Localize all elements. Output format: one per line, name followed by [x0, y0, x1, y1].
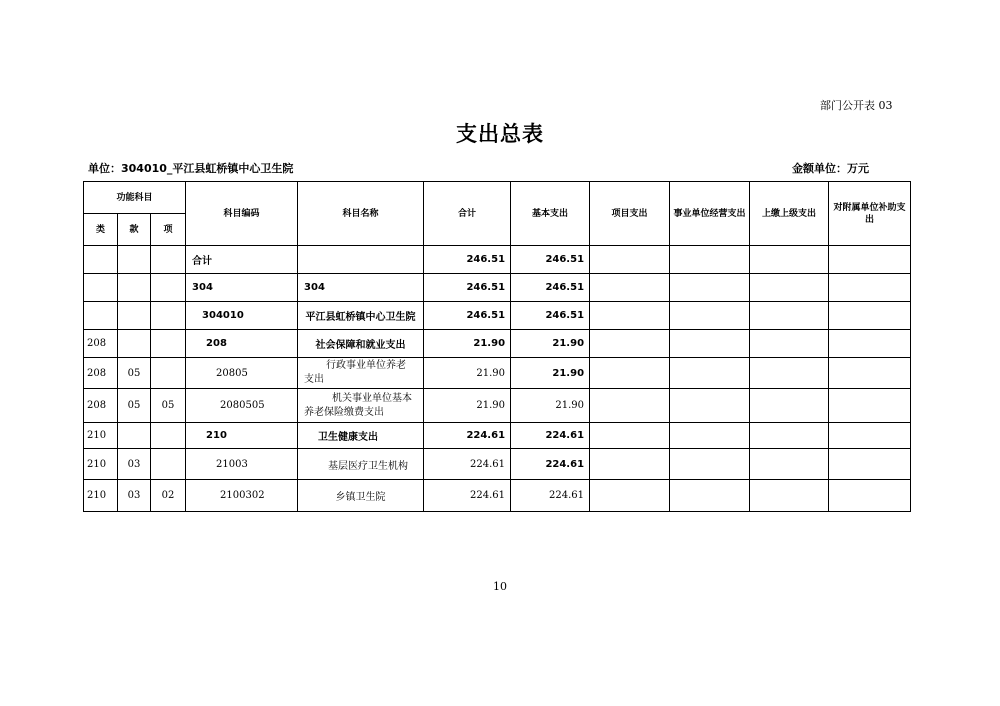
cell-total: 21.90 — [424, 389, 511, 423]
cell-subsidy — [829, 274, 911, 302]
cell-superior — [750, 423, 829, 449]
cell-project — [590, 330, 670, 358]
cell-subsidy — [829, 480, 911, 512]
cell-lei: 208 — [84, 330, 118, 358]
cell-business — [670, 302, 750, 330]
cell-business — [670, 480, 750, 512]
cell-total: 246.51 — [424, 246, 511, 274]
cell-subsidy — [829, 358, 911, 389]
cell-kuan — [118, 302, 151, 330]
cell-total: 21.90 — [424, 330, 511, 358]
cell-basic: 21.90 — [511, 358, 590, 389]
cell-total: 224.61 — [424, 449, 511, 480]
cell-name: 卫生健康支出 — [298, 423, 424, 449]
cell-code: 208 — [186, 330, 298, 358]
table-row — [84, 423, 911, 449]
cell-name: 304 — [298, 274, 424, 302]
cell-code: 21003 — [186, 449, 298, 480]
cell-kuan — [118, 423, 151, 449]
header-xiang: 项 — [151, 214, 186, 246]
page-title: 支出总表 — [456, 122, 544, 146]
cell-total: 246.51 — [424, 302, 511, 330]
unit-label: 单位：304010_平江县虹桥镇中心卫生院 — [88, 162, 294, 175]
cell-superior — [750, 330, 829, 358]
cell-project — [590, 480, 670, 512]
cell-kuan: 03 — [118, 480, 151, 512]
header-code: 科目编码 — [186, 182, 298, 246]
cell-subsidy — [829, 302, 911, 330]
cell-code: 20805 — [186, 358, 298, 389]
cell-code: 304 — [186, 274, 298, 302]
cell-total: 246.51 — [424, 274, 511, 302]
cell-basic: 21.90 — [511, 389, 590, 423]
table-row — [84, 389, 911, 423]
cell-xiang: 02 — [151, 480, 186, 512]
expenditure-table — [83, 181, 911, 512]
cell-business — [670, 330, 750, 358]
table-row — [84, 480, 911, 512]
cell-xiang: 05 — [151, 389, 186, 423]
cell-kuan: 05 — [118, 358, 151, 389]
cell-code: 合计 — [186, 246, 298, 274]
cell-xiang — [151, 358, 186, 389]
table-row — [84, 274, 911, 302]
header-project: 项目支出 — [590, 182, 670, 246]
header-kuan: 款 — [118, 214, 151, 246]
cell-xiang — [151, 302, 186, 330]
table-row — [84, 358, 911, 389]
cell-business — [670, 246, 750, 274]
cell-subsidy — [829, 423, 911, 449]
cell-code: 2100302 — [186, 480, 298, 512]
cell-basic: 224.61 — [511, 449, 590, 480]
cell-total: 224.61 — [424, 423, 511, 449]
cell-business — [670, 449, 750, 480]
cell-xiang — [151, 423, 186, 449]
cell-kuan — [118, 330, 151, 358]
cell-code: 304010 — [186, 302, 298, 330]
cell-superior — [750, 358, 829, 389]
cell-project — [590, 274, 670, 302]
cell-lei: 210 — [84, 449, 118, 480]
cell-total: 224.61 — [424, 480, 511, 512]
cell-kuan: 03 — [118, 449, 151, 480]
cell-name: 行政事业单位养老支出 — [298, 358, 424, 389]
cell-subsidy — [829, 449, 911, 480]
cell-xiang — [151, 449, 186, 480]
cell-superior — [750, 449, 829, 480]
cell-kuan: 05 — [118, 389, 151, 423]
header-lei: 类 — [84, 214, 118, 246]
cell-superior — [750, 480, 829, 512]
cell-project — [590, 389, 670, 423]
cell-lei: 210 — [84, 480, 118, 512]
cell-project — [590, 423, 670, 449]
cell-business — [670, 358, 750, 389]
cell-xiang — [151, 274, 186, 302]
header-func-subject: 功能科目 — [84, 182, 186, 214]
cell-basic: 21.90 — [511, 330, 590, 358]
form-number: 部门公开表 03 — [820, 99, 893, 112]
cell-code: 210 — [186, 423, 298, 449]
cell-lei: 208 — [84, 358, 118, 389]
header-business: 事业单位经营支出 — [670, 182, 750, 246]
cell-superior — [750, 389, 829, 423]
header-subsidy: 对附属单位补助支出 — [829, 182, 911, 246]
cell-name: 基层医疗卫生机构 — [298, 449, 424, 480]
cell-total: 21.90 — [424, 358, 511, 389]
header-superior: 上缴上级支出 — [750, 182, 829, 246]
cell-basic: 224.61 — [511, 480, 590, 512]
table-row — [84, 449, 911, 480]
cell-business — [670, 274, 750, 302]
cell-lei — [84, 274, 118, 302]
cell-subsidy — [829, 246, 911, 274]
cell-superior — [750, 274, 829, 302]
cell-subsidy — [829, 389, 911, 423]
cell-lei — [84, 246, 118, 274]
cell-superior — [750, 302, 829, 330]
cell-kuan — [118, 274, 151, 302]
cell-basic: 246.51 — [511, 302, 590, 330]
cell-project — [590, 358, 670, 389]
cell-basic: 246.51 — [511, 274, 590, 302]
cell-basic: 246.51 — [511, 246, 590, 274]
cell-project — [590, 302, 670, 330]
amount-unit-label: 金额单位：万元 — [792, 162, 869, 175]
cell-code: 2080505 — [186, 389, 298, 423]
cell-name: 乡镇卫生院 — [298, 480, 424, 512]
header-basic: 基本支出 — [511, 182, 590, 246]
page-number: 10 — [493, 580, 507, 593]
cell-project — [590, 246, 670, 274]
header-name: 科目名称 — [298, 182, 424, 246]
header-total: 合计 — [424, 182, 511, 246]
table-row — [84, 246, 911, 274]
cell-project — [590, 449, 670, 480]
cell-name — [298, 246, 424, 274]
cell-superior — [750, 246, 829, 274]
cell-name: 社会保障和就业支出 — [298, 330, 424, 358]
cell-xiang — [151, 330, 186, 358]
cell-name: 平江县虹桥镇中心卫生院 — [298, 302, 424, 330]
cell-business — [670, 423, 750, 449]
table-row — [84, 302, 911, 330]
cell-lei: 210 — [84, 423, 118, 449]
cell-name: 机关事业单位基本养老保险缴费支出 — [298, 389, 424, 423]
table-row — [84, 330, 911, 358]
cell-subsidy — [829, 330, 911, 358]
cell-lei — [84, 302, 118, 330]
cell-business — [670, 389, 750, 423]
cell-xiang — [151, 246, 186, 274]
cell-lei: 208 — [84, 389, 118, 423]
cell-basic: 224.61 — [511, 423, 590, 449]
cell-kuan — [118, 246, 151, 274]
